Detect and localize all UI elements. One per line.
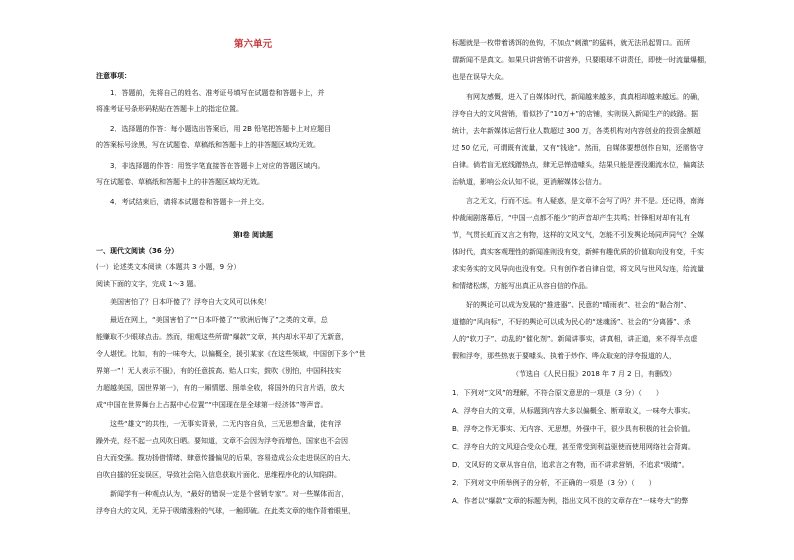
question-stem: 2．下列对文中所举例子的分析，不正确的一项是（3 分）（ ） (452, 479, 656, 487)
article-line: 言之无文，行而不远。有人疑惑，是文章不会写了吗？并不是。还记得，南海 (466, 197, 704, 205)
article-line: 假和浮夸，那些热衷于要噱头、执着于炒作、哗众取宠的浮夸报道的人， (452, 352, 676, 360)
article-line: 能赚取不少眼球点击。然而，细观这些所谓“爆款”文章，其内却水平却了无新意， (96, 333, 349, 341)
part-heading: 一、现代文阅读（36 分） (96, 247, 179, 255)
question-option: D．文风好的文章从容自信，追求言之有物，而不讲求营销，不追求“吸睛”。 (452, 461, 689, 469)
article-line: 求实务实的文风导向也没有变。只有创作者自律自觉，将文风与世风勾连，给流量 (452, 265, 704, 273)
article-line: 仲裁闹剧落幕后，“中国一点都不能少”的声音却产生共鸣；针锋相对却有礼有 (452, 214, 691, 222)
question-option: A．作者以“爆款”文章的标题为例，指出文风不良的文章存在“一味夸大”的弊 (452, 497, 689, 505)
question-option: C．浮夸自大的文风迎合受众心理，甚至常受到利益驱使而使用网络社会背离。 (452, 443, 695, 451)
article-line: 自吹自擂的狂妄误区，导致社会陷入信息获取片面化、思维程序化的认知陷阱。 (96, 471, 341, 479)
question-stem: 1．下列对“文风”的理解，不符合原文意思的一项是（3 分）（ ） (452, 389, 663, 397)
notice-line: 的答案标号涂黑，写在试题卷、草稿纸和答题卡上的非答题区域均无效。 (96, 141, 320, 149)
sub-heading: (一）论述类文本阅读（本题共 3 小题，9 分） (96, 263, 241, 271)
article-line: 躁外壳，经不起一点风吹日晒。要知道，文章不会因为浮夸而增色，国家也不会因 (96, 437, 348, 445)
notice-line: 4．考试结束后，请将本试题卷和答题卡一并上交。 (110, 198, 269, 206)
article-line: 和情绪松绑，方能写出真正从容自信的作品。 (452, 282, 592, 290)
article-line: 界第一”！无人表示不服》，有的任意拔高、贻人口实，鼓吹《别怕，中国科技实 (96, 367, 342, 375)
article-line: 谓新闻不是真文。如果只讲营销不讲营养，只要眼球不讲责任，即使一时流量爆棚， (452, 56, 711, 64)
article-line: 成“中国在世界舞台上占据中心位置”“中国现在是全球第一经济体”等声音。 (96, 401, 328, 409)
article-line: 浮夸自大的文风，无异于吸睛涨粉的气球，一触即破。在此类文章的炮作背着眼里， (96, 507, 355, 515)
page-title: 第六单元 (233, 39, 272, 50)
article-line: 体时代，真实客观理性的新闻准则没有变，新鲜有趣优质的价值取向没有变，千实 (452, 248, 704, 256)
article-line: 人的“软刀子”、动乱的“催化剂”。新闻讲事实，讲真相，讲正道，来不得半点虚 (452, 335, 698, 343)
notice-line: 1．答题前，先将自己的姓名、准考证号填写在试题卷和答题卡上，并 (110, 89, 325, 97)
article-line: 也是在误导大众。 (452, 73, 508, 81)
notice-line: 将准考证号条形码粘贴在答题卡上的指定位置。 (96, 105, 243, 113)
article-line: 浮夸自大的文风营销，看似抄了“10万+”的店铺，实则误入新闻生产的歧路。据 (452, 110, 699, 118)
notice-line: 2．选择题的作答：每小题选出答案后，用 2B 铅笔把答题卡上对应题目 (110, 125, 332, 133)
source-citation: （节选自《人民日报》2018 年 7 月 2 日，有删改） (512, 370, 676, 378)
article-line: 最近在网上，“美国害怕了”“日本吓傻了”“欧洲后悔了”之类的文章，总 (110, 316, 328, 324)
article-line: 令人堪忧。比如，有的一味夸大，以偏概全，援引某家《在这些领域，中国创下多个“世 (96, 350, 366, 358)
notice-line: 3．非选择题的作答：用签字笔直接答在答题卡上对应的答题区域内。 (110, 162, 325, 170)
article-line: 治轨道，影响公众认知不说，更消解媒体公信力。 (452, 178, 606, 186)
article-line: 节，气贯长虹而又言之有物，这样的文风文气，怎能不引发舆论场同声同气？全媒 (452, 231, 704, 239)
article-line: 自大而变强。揽功扬借情绪、肆意传播偏见的后果，容易造成公众走进误区的自大、 (96, 454, 355, 462)
article-line: 统计，去年新媒体运营行业人数超过 300 万，各类机构对内容创业的投资金额超 (452, 127, 701, 135)
article-line: 力超越美国，国世界第一》，有的一厢情愿、照单全收，将国外的只言片语，放大 (96, 384, 345, 392)
instruction: 阅读下面的文字，完成 1～3 题。 (96, 280, 201, 288)
article-line: 标题就是一枚带着诱饵的鱼钩，不加点“刺激”的猛料，就无法吊起胃口。而所 (452, 39, 691, 47)
article-line: 有网友感慨，进入了自媒体时代，新闻越来越多，真真相却越来越远。的确， (466, 93, 704, 101)
article-line: 好的舆论可以成为发展的“推进器”、民意的“晴雨表”、社会的“黏合剂”、 (466, 301, 691, 309)
article-line: 过 50 亿元，可谓既有流量，又有“钱途”。然而，自媒体要想创作自知，还需恪守 (452, 144, 704, 152)
article-line: 新闻学有一种观点认为，“最好的错误一定是个营销专家”。对一些媒体而言， (110, 490, 349, 498)
article-title: 美国害怕了？日本吓傻了？浮夸自大文风可以休矣！ (110, 298, 271, 306)
notice-heading: 注意事项： (96, 72, 131, 80)
article-line: 这些“雄文”的共性，一无事实背景，二无内容自负，三无思想含量，徒有浮 (110, 420, 342, 428)
article-line: 自律。倘若盲无底线蹭热点，肆无忌惮造噱头，结果只能是湮没潮流水位，偏离法 (452, 161, 704, 169)
notice-line: 写在试题卷、草稿纸和答题卡上的非答题区域均无效。 (96, 178, 264, 186)
section-heading: 第Ⅰ卷 阅读题 (232, 231, 274, 239)
article-line: 道德的“风向标”，不好的舆论可以成为民心的“迷魂汤”、社会的“分离器”、杀 (452, 318, 691, 326)
question-option: A．浮夸自大的文章，从标题到内容大多以偏概全、断章取义，一味夸大事实。 (452, 407, 695, 415)
question-option: B．浮夸之作无事实、无内容、无思想，外强中干，很少具有积极的社会价值。 (452, 425, 695, 433)
